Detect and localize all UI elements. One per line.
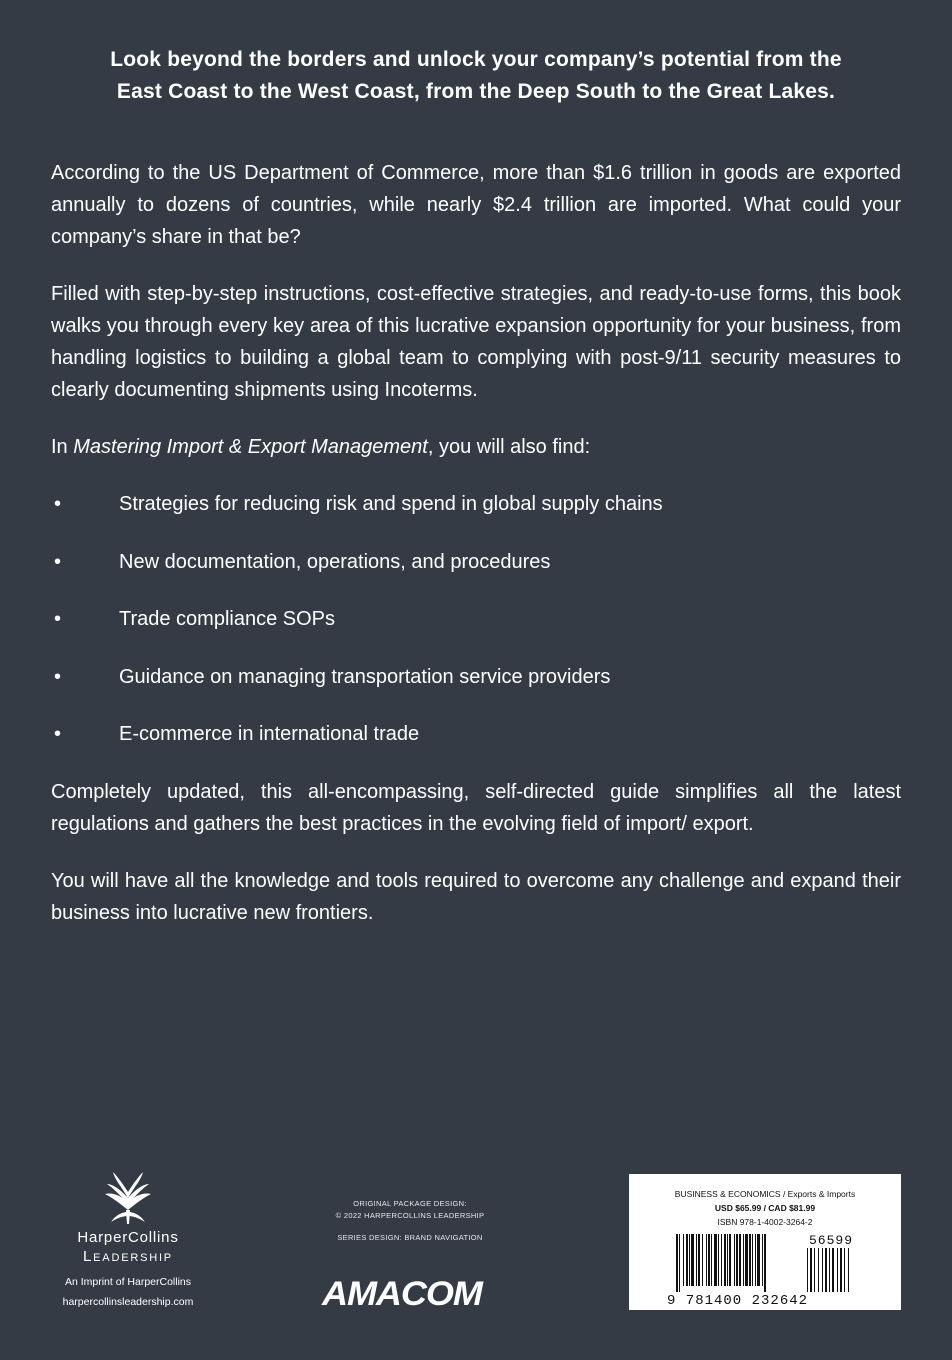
list-item-text: E-commerce in international trade [119, 723, 420, 745]
addon-barcode-bar [810, 1248, 812, 1292]
barcode-bar [736, 1234, 738, 1286]
barcode-bar [749, 1234, 751, 1286]
barcode-bar [683, 1234, 684, 1286]
barcode-bar [724, 1234, 726, 1286]
barcode-bar [743, 1234, 744, 1286]
credit-line-1: ORIGINAL PACKAGE DESIGN: [353, 1199, 467, 1208]
barcode-graphic [629, 1174, 901, 1310]
list-item [51, 488, 901, 520]
barcode-bar [718, 1234, 719, 1286]
barcode-bar [708, 1234, 710, 1286]
publisher-website: harpercollinsleadership.com [62, 1296, 194, 1308]
barcode-bar [727, 1234, 728, 1286]
list-item [51, 603, 901, 635]
ean-digits: 9 781400 232642 [667, 1293, 809, 1309]
bullet-icon: • [54, 723, 62, 745]
bullet-icon: • [54, 608, 62, 630]
barcode-bar [691, 1234, 694, 1286]
list-item [51, 718, 901, 750]
barcode-bar [721, 1234, 722, 1286]
list-item-text: Strategies for reducing risk and spend in global supply chains [119, 493, 663, 515]
addon-barcode-bar [818, 1248, 819, 1292]
barcode-bar [689, 1234, 690, 1286]
headline-line-1: Look beyond the borders and unlock your company’s potential from the [110, 48, 842, 71]
addon-barcode-bar [825, 1248, 827, 1292]
barcode-bar [757, 1234, 760, 1286]
also-find-prefix: In [51, 436, 74, 458]
harpercollins-flame-icon [101, 1166, 155, 1226]
also-find-suffix: , you will also find: [427, 436, 591, 458]
description [51, 157, 901, 954]
list-item-text: New documentation, operations, and procedures [119, 550, 551, 573]
amacom-logo: AMACOM [322, 1275, 482, 1313]
barcode-bar [714, 1234, 717, 1286]
paragraph-knowledge-tools: You will have all the knowledge and tools required to overcome any challenge and expand their business into lucrative new frontiers. [51, 869, 901, 924]
barcode-bar [696, 1234, 697, 1286]
barcode-panel [629, 1174, 901, 1310]
paragraph-also-find [51, 431, 901, 463]
credit-line-2: © 2022 HARPERCOLLINS LEADERSHIP [335, 1211, 485, 1220]
addon-barcode-bar [844, 1248, 845, 1292]
list-item [51, 546, 901, 578]
list-item-text: Trade compliance SOPs [119, 608, 336, 630]
addon-barcode-bar [822, 1248, 823, 1292]
headline [40, 44, 912, 108]
list-item [51, 661, 901, 693]
addon-barcode-bar [848, 1248, 849, 1292]
credit-line-3: SERIES DESIGN: BRAND NAVIGATION [337, 1233, 483, 1242]
bullet-icon: • [54, 550, 62, 573]
addon-barcode-bar [829, 1248, 830, 1292]
barcode-bar [702, 1234, 703, 1286]
barcode-bar [764, 1234, 766, 1292]
logo-wordmark: HarperCollins [77, 1229, 179, 1246]
feature-list [51, 488, 901, 750]
list-item-text: Guidance on managing transportation service providers [119, 665, 611, 688]
paragraph-book-overview: Filled with step-by-step instructions, cost-effective strategies, and ready-to-use forms, this book walks you through every key area of this lucrative expansion opportunity for your business, from handling logistics to building a global team to complying with post-9/11 security measures to clearly documenting shipments using Incoterms. [51, 283, 901, 401]
barcode-bar [734, 1234, 735, 1286]
addon-barcode-bar [807, 1248, 808, 1292]
book-price: USD $65.99 / CAD $81.99 [714, 1203, 816, 1213]
barcode-bar [729, 1234, 731, 1286]
barcode-bar [686, 1234, 688, 1286]
barcode-bar [698, 1234, 700, 1286]
logo-subtitle: Leadership [83, 1248, 173, 1265]
harpercollins-logo [48, 1166, 208, 1309]
design-credits [316, 1198, 504, 1244]
book-title-reference: Mastering Import & Export Management [73, 436, 428, 458]
addon-digits: 56599 [809, 1233, 854, 1248]
addon-barcode-bar [837, 1248, 838, 1292]
barcode-bar [745, 1234, 748, 1286]
barcode-bar [755, 1234, 756, 1286]
barcode-bar [679, 1234, 680, 1292]
book-category: BUSINESS & ECONOMICS / Exports & Imports [674, 1189, 856, 1199]
barcode-bar [676, 1234, 678, 1292]
barcode-bar [752, 1234, 753, 1286]
bullet-icon: • [54, 493, 62, 515]
barcode-bar [711, 1234, 712, 1286]
isbn-number: ISBN 978-1-4002-3264-2 [717, 1217, 813, 1227]
imprint-note: An Imprint of HarperCollins [64, 1276, 192, 1288]
addon-barcode-bar [840, 1248, 842, 1292]
headline-line-2: East Coast to the West Coast, from the Deep South to the Great Lakes. [116, 80, 836, 103]
addon-barcode-bar [832, 1248, 834, 1292]
paragraph-updated-guide: Completely updated, this all-encompassing, self-directed guide simplifies all the latest regulations and gathers the best practices in the evolving field of import/ export. [51, 780, 901, 835]
barcode-bar [762, 1234, 763, 1286]
addon-barcode-bar [814, 1248, 815, 1292]
barcode-bar [706, 1234, 707, 1286]
bullet-icon: • [54, 665, 62, 688]
barcode-bar [739, 1234, 741, 1286]
paragraph-commerce-stats: According to the US Department of Commerce, more than $1.6 trillion in goods are exported annually to dozens of countries, while nearly $2.4 trillion are imported. What could your company’s share in that be? [51, 162, 901, 248]
